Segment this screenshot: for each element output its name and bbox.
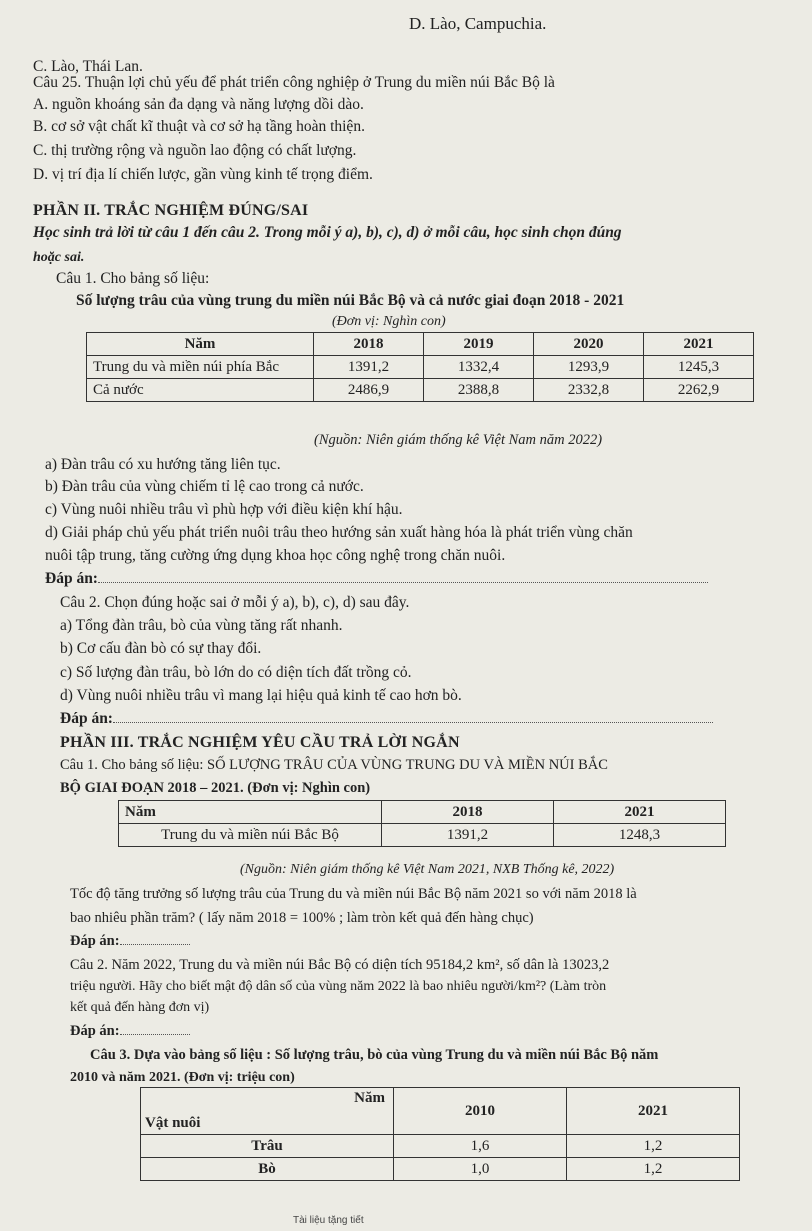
p2-q1-answer-line	[45, 570, 708, 588]
q25-stem: Câu 25. Thuận lợi chủ yếu để phát triển công nghiệp ở Trung du miền núi Bắc Bộ là	[33, 74, 555, 91]
table-cell: Cả nước	[87, 379, 314, 402]
answer-field[interactable]	[98, 570, 708, 583]
p2-q1-intro: Câu 1. Cho bảng số liệu:	[56, 270, 210, 287]
table-cell: 2388,8	[424, 379, 534, 402]
table-cell: 1,2	[567, 1135, 740, 1158]
part3-title: PHẦN III. TRẮC NGHIỆM YÊU CẦU TRẢ LỜI NGẮN	[60, 734, 460, 751]
p3-q2-answer-line	[70, 1022, 190, 1040]
table-cell: 1,6	[394, 1135, 567, 1158]
q25-option-b: B. cơ sở vật chất kĩ thuật và cơ sở hạ tầng hoàn thiện.	[33, 118, 365, 135]
p3-q3-text2: 2010 và năm 2021. (Đơn vị: triệu con)	[70, 1070, 295, 1085]
p2-q2-answer-line	[60, 710, 713, 728]
p2-q2-d: d) Vùng nuôi nhiều trâu vì mang lại hiệu quả kinh tế cao hơn bò.	[60, 687, 462, 704]
answer-label: Đáp án:	[60, 710, 113, 727]
table-row	[141, 1135, 740, 1158]
table-row	[87, 379, 754, 402]
p3-q1-source: (Nguồn: Niên giám thống kê Việt Nam 2021, NXB Thống kê, 2022)	[240, 862, 615, 877]
p2-q2-b: b) Cơ cấu đàn bò có sự thay đổi.	[60, 640, 262, 657]
table-row	[119, 824, 726, 847]
table-cell: 2332,8	[534, 379, 644, 402]
p2-q1-unit: (Đơn vị: Nghìn con)	[332, 314, 446, 329]
p3-q2-text3: kết quả đến hàng đơn vị)	[70, 1000, 210, 1015]
table-cell: 1,0	[394, 1158, 567, 1181]
table-header-row	[87, 333, 754, 356]
p2-q1-b: b) Đàn trâu của vùng chiếm tỉ lệ cao trong cả nước.	[45, 478, 364, 495]
part2-instruction-1: Học sinh trả lời từ câu 1 đến câu 2. Trong mỗi ý a), b), c), d) ở mỗi câu, học sinh chọn đúng	[33, 224, 622, 241]
p3-q1-table	[118, 800, 726, 847]
p2-q1-d2: nuôi tập trung, tăng cường ứng dụng khoa học công nghệ trong chăn nuôi.	[45, 547, 506, 564]
p3-q2-text1: Câu 2. Năm 2022, Trung du và miền núi Bắc Bộ có diện tích 95184,2 km², số dân là 13023,2	[70, 957, 610, 973]
answer-field[interactable]	[120, 1022, 190, 1035]
table-cell: 1332,4	[424, 356, 534, 379]
table-cell: 1245,3	[644, 356, 754, 379]
table-header-cell: 2021	[554, 801, 726, 824]
p3-q1-text1: Tốc độ tăng trưởng số lượng trâu của Trung du và miền núi Bắc Bộ năm 2021 so với năm 2018 là	[70, 886, 637, 902]
option-d-prev: D. Lào, Campuchia.	[409, 14, 547, 33]
p2-q1-a: a) Đàn trâu có xu hướng tăng liên tục.	[45, 456, 281, 473]
answer-label: Đáp án:	[45, 570, 98, 587]
p2-q2-a: a) Tổng đàn trâu, bò của vùng tăng rất nhanh.	[60, 617, 343, 634]
table-header-cell: 2020	[534, 333, 644, 356]
table-header-cell: 2019	[424, 333, 534, 356]
p2-q1-d1: d) Giải pháp chủ yếu phát triển nuôi trâu theo hướng sản xuất hàng hóa là phát triển vùng chăn	[45, 524, 633, 541]
table-cell: Trung du và miền núi Bắc Bộ	[119, 824, 382, 847]
table-cell: 2486,9	[314, 379, 424, 402]
p3-q2-text2: triệu người. Hãy cho biết mật độ dân số của vùng năm 2022 là bao nhiêu người/km²? (Làm tròn	[70, 979, 607, 994]
table-header-cell: 2021	[567, 1088, 740, 1135]
table-cell: Bò	[141, 1158, 394, 1181]
p3-q1-answer-line	[70, 932, 190, 950]
table-cell: 1293,9	[534, 356, 644, 379]
answer-field[interactable]	[120, 932, 190, 945]
footer-text: Tài liệu tặng tiết	[293, 1215, 364, 1226]
table-corner-cell	[141, 1088, 394, 1135]
table-cell: 1391,2	[314, 356, 424, 379]
p2-q2-c: c) Số lượng đàn trâu, bò lớn do có diện tích đất trồng cỏ.	[60, 664, 412, 681]
table-header-row	[141, 1088, 740, 1135]
table-header-year-label: Năm	[354, 1090, 385, 1106]
table-cell: 1391,2	[382, 824, 554, 847]
table-header-cell: 2021	[644, 333, 754, 356]
table-header-cell: 2018	[314, 333, 424, 356]
q25-option-c: C. thị trường rộng và nguồn lao động có chất lượng.	[33, 142, 357, 159]
table-header-animal-label: Vật nuôi	[145, 1115, 201, 1131]
table-cell: 2262,9	[644, 379, 754, 402]
table-header-row	[119, 801, 726, 824]
p3-q3-table	[140, 1087, 740, 1181]
q25-option-d: D. vị trí địa lí chiến lược, gần vùng kinh tế trọng điểm.	[33, 166, 373, 183]
p2-q2-stem: Câu 2. Chọn đúng hoặc sai ở mỗi ý a), b), c), d) sau đây.	[60, 594, 410, 611]
option-c-prev: C. Lào, Thái Lan.	[33, 58, 143, 75]
answer-field[interactable]	[113, 710, 713, 723]
table-header-cell: Năm	[87, 333, 314, 356]
answer-label: Đáp án:	[70, 933, 120, 949]
p3-q3-text1: Câu 3. Dựa vào bảng số liệu : Số lượng trâu, bò của vùng Trung du và miền núi Bắc Bộ năm	[90, 1047, 659, 1063]
p2-q1-source: (Nguồn: Niên giám thống kê Việt Nam năm 2022)	[314, 432, 603, 448]
p2-q1-table-title: Số lượng trâu của vùng trung du miền núi Bắc Bộ và cả nước giai đoạn 2018 - 2021	[76, 292, 625, 309]
table-cell: 1248,3	[554, 824, 726, 847]
table-cell: 1,2	[567, 1158, 740, 1181]
table-header-cell: Năm	[119, 801, 382, 824]
table-cell: Trâu	[141, 1135, 394, 1158]
p2-q1-table	[86, 332, 754, 402]
p3-q1-line1: Câu 1. Cho bảng số liệu: SỐ LƯỢNG TRÂU CỦA VÙNG TRUNG DU VÀ MIỀN NÚI BẮC	[60, 757, 608, 773]
answer-label: Đáp án:	[70, 1023, 120, 1039]
p3-q1-line2: BỘ GIAI ĐOẠN 2018 – 2021. (Đơn vị: Nghìn con)	[60, 780, 371, 796]
part2-instruction-2: hoặc sai.	[33, 250, 85, 265]
table-row	[87, 356, 754, 379]
p3-q1-text2: bao nhiêu phần trăm? ( lấy năm 2018 = 100% ; làm tròn kết quả đến hàng chục)	[70, 910, 534, 926]
q25-option-a: A. nguồn khoáng sản đa dạng và năng lượng dồi dào.	[33, 96, 364, 113]
table-cell: Trung du và miền núi phía Bắc	[87, 356, 314, 379]
part2-title: PHẦN II. TRẮC NGHIỆM ĐÚNG/SAI	[33, 202, 309, 219]
table-header-cell: 2018	[382, 801, 554, 824]
p2-q1-c: c) Vùng nuôi nhiều trâu vì phù hợp với điều kiện khí hậu.	[45, 501, 403, 518]
table-header-cell: 2010	[394, 1088, 567, 1135]
table-row	[141, 1158, 740, 1181]
